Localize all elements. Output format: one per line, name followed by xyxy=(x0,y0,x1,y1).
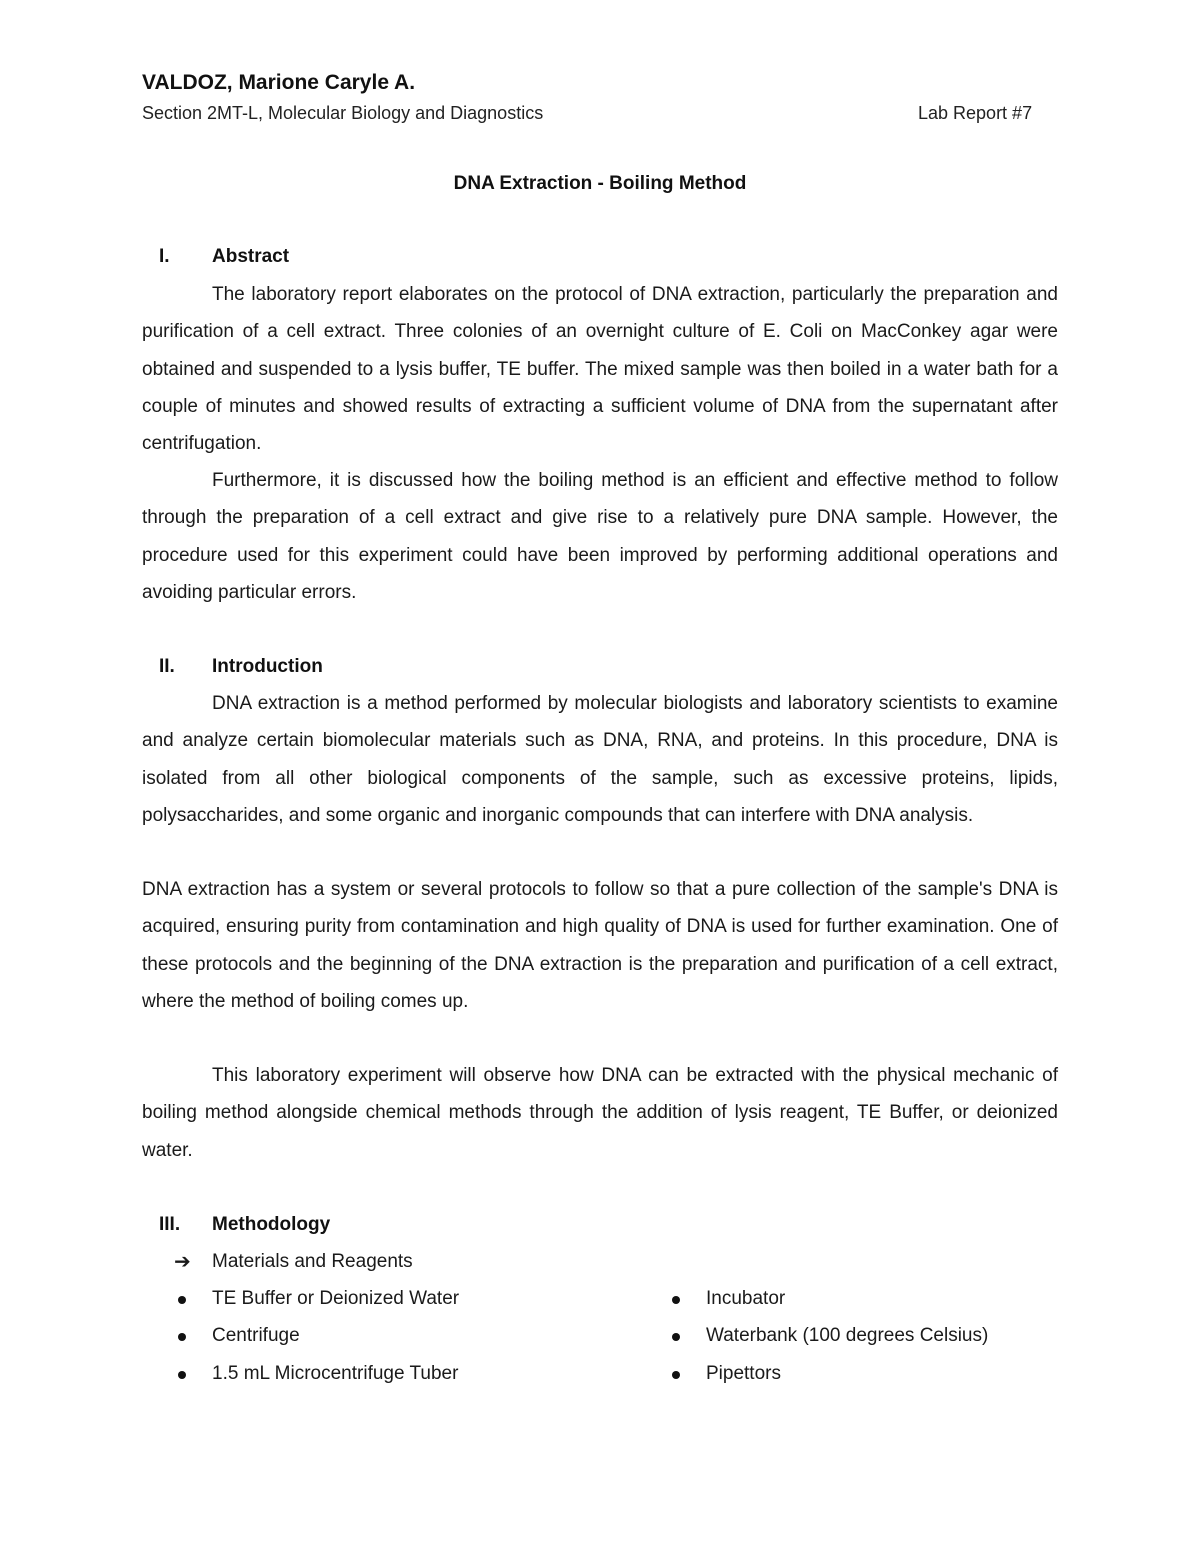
report-number: Lab Report #7 xyxy=(918,103,1033,123)
introduction-numeral: II. xyxy=(159,656,175,677)
abstract-numeral: I. xyxy=(159,246,170,267)
author-name: VALDOZ, Marione Caryle A. xyxy=(142,71,416,94)
abstract-paragraph-2: Furthermore, it is discussed how the boiling method is an efficient and effective method to follow through the preparation of a cell extract and give rise to a relatively pure DNA sample. However, the procedure used for this experiment could have been improved by performing additional operations and avoiding particular errors. xyxy=(142,470,1058,603)
materials-subheading-label: Materials and Reagents xyxy=(212,1251,413,1272)
bullet-icon xyxy=(672,1296,680,1304)
section-line xyxy=(142,103,1042,124)
methodology-title: Methodology xyxy=(212,1214,331,1235)
list-item-label: Incubator xyxy=(706,1288,786,1309)
bullet-icon xyxy=(178,1296,186,1304)
list-item-label: Waterbank (100 degrees Celsius) xyxy=(706,1325,989,1346)
list-item-label: TE Buffer or Deionized Water xyxy=(212,1288,460,1309)
introduction-paragraph-1: DNA extraction is a method performed by molecular biologists and laboratory scientists to examine and analyze certain biomolecular materials such as DNA, RNA, and proteins. In this procedure, DNA is isolated from all other biological components of the sample, such as excessive proteins, lipids, polysaccharides, and some organic and inorganic compounds that can interfere with DNA analysis. xyxy=(142,693,1058,826)
abstract-title: Abstract xyxy=(212,246,290,267)
list-item-label: Centrifuge xyxy=(212,1325,300,1346)
bullet-icon xyxy=(672,1333,680,1341)
abstract-paragraph-1: The laboratory report elaborates on the protocol of DNA extraction, particularly the preparation and purification of a cell extract. Three colonies of an overnight culture of E. Coli on MacConkey agar were obtained and suspended to a lysis buffer, TE buffer. The mixed sample was then boiled in a water bath for a couple of minutes and showed results of extracting a sufficient volume of DNA from the supernatant after centrifugation. xyxy=(142,284,1058,455)
bullet-icon xyxy=(672,1371,680,1379)
list-item-label: Pipettors xyxy=(706,1363,781,1384)
introduction-title: Introduction xyxy=(212,656,323,677)
document-title: DNA Extraction - Boiling Method xyxy=(453,173,747,194)
list-item-label: 1.5 mL Microcentrifuge Tuber xyxy=(212,1363,459,1384)
bullet-icon xyxy=(178,1333,186,1341)
methodology-numeral: III. xyxy=(159,1214,181,1235)
arrow-right-icon: ➔ xyxy=(174,1251,191,1273)
bullet-icon xyxy=(178,1371,186,1379)
introduction-paragraph-2: DNA extraction has a system or several protocols to follow so that a pure collection of the sample's DNA is acquired, ensuring purity from contamination and high quality of DNA is used for further examination. One of these protocols and the beginning of the DNA extraction is the preparation and purification of a cell extract, where the method of boiling comes up. xyxy=(142,879,1058,1012)
introduction-paragraph-3: This laboratory experiment will observe how DNA can be extracted with the physical mechanic of boiling method alongside chemical methods through the addition of lysis reagent, TE Buffer, or deionized water. xyxy=(142,1065,1058,1161)
section-info: Section 2MT-L, Molecular Biology and Diagnostics xyxy=(142,103,544,123)
